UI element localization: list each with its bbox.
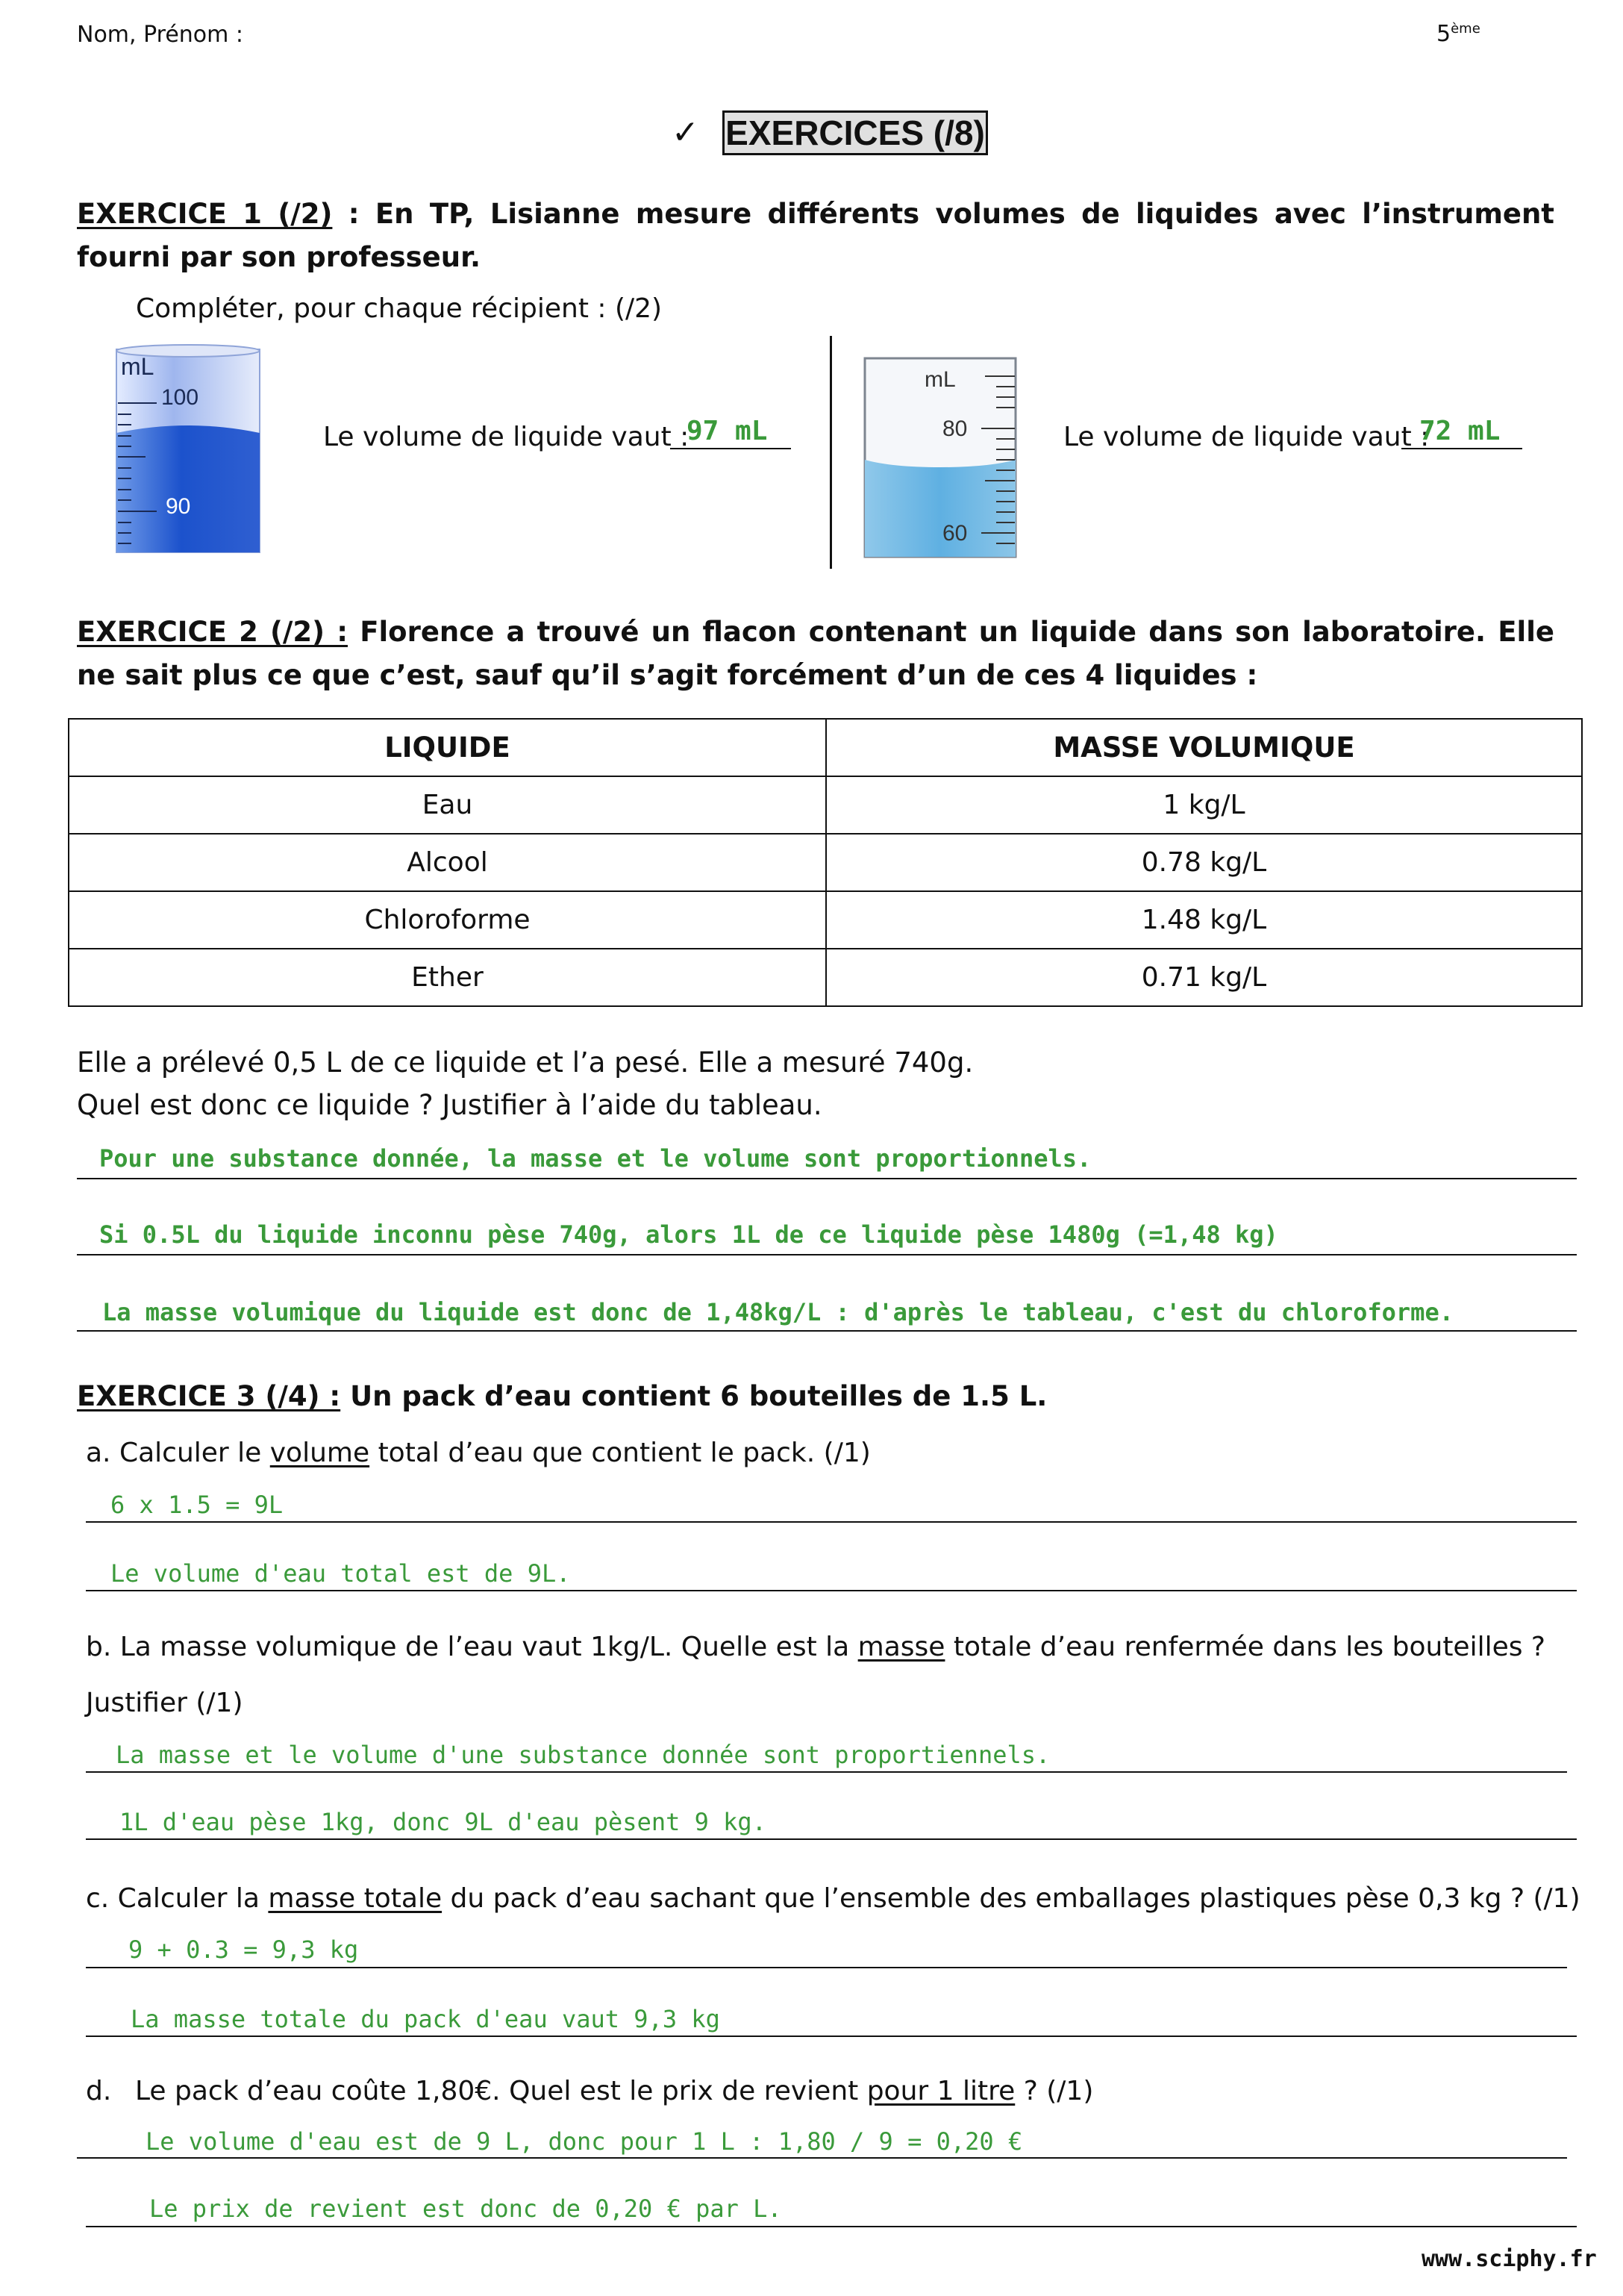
q-b-key: masse [857, 1632, 945, 1662]
table-header: MASSE VOLUMIQUE [826, 719, 1582, 776]
table-row [69, 891, 1582, 949]
ex1-statement [77, 193, 1554, 279]
answer-line [86, 1521, 1577, 1523]
page-title: EXERCICES (/8) [722, 110, 988, 155]
ex2-heading: EXERCICE 2 (/2) : [77, 616, 348, 648]
ex2-text-1: Elle a prélevé 0,5 L de ce liquide et l’a pesé. Elle a mesuré 740g. [77, 1046, 974, 1079]
ex3-a-answer-2: Le volume d'eau total est de 9L. [110, 1559, 571, 1588]
q-a-post: total d’eau que contient le pack. (/1) [369, 1438, 871, 1468]
beaker-1-tick-top: 100 [161, 385, 199, 410]
beaker-2-tick-bottom: 60 [942, 521, 968, 546]
ex1-body: En TP, Lisianne mesure différents volumes de liquides avec l’instrument fourni par son professeur. [77, 198, 1554, 273]
liquids-table [68, 718, 1583, 1007]
ex1-heading: EXERCICE 1 (/2) [77, 198, 333, 230]
beaker-2-unit: mL [925, 367, 956, 392]
q-b-post: totale d’eau renfermée dans les bouteilles ? [945, 1632, 1546, 1662]
ex1-answer-2-line [1401, 448, 1522, 449]
ex2-text-2: Quel est donc ce liquide ? Justifier à l’aide du tableau. [77, 1089, 822, 1121]
answer-line [86, 1838, 1577, 1840]
answer-line [77, 1254, 1577, 1255]
beaker-1-illustration [112, 343, 265, 554]
answer-line [86, 1590, 1577, 1591]
ex2-answer-2: Si 0.5L du liquide inconnu pèse 740g, alors 1L de ce liquide pèse 1480g (=1,48 kg) [99, 1220, 1278, 1249]
ex3-statement [77, 1382, 1047, 1410]
table-row [69, 776, 1582, 834]
q-d-letter: d. [86, 2076, 112, 2106]
answer-line [77, 1330, 1577, 1332]
check-icon: ✓ [672, 113, 699, 152]
table-cell: Chloroforme [69, 891, 826, 949]
class-level [1436, 22, 1480, 46]
table-cell: 1 kg/L [826, 776, 1582, 834]
q-c-key: masse totale [268, 1883, 443, 1914]
beaker-1-tick-bottom: 90 [166, 494, 191, 519]
answer-line [86, 1771, 1567, 1773]
ex2-body: Florence a trouvé un flacon contenant un liquide dans son laboratoire. Elle ne sait plus ce que c’est, sauf qu’il s’agit forcément d’un de ces 4 liquides : [77, 616, 1554, 691]
ex3-body: Un pack d’eau contient 6 bouteilles de 1.5 L. [350, 1380, 1048, 1412]
table-cell: 0.71 kg/L [826, 949, 1582, 1006]
table-cell: 1.48 kg/L [826, 891, 1582, 949]
beaker-2-illustration [862, 357, 1019, 560]
ex3-c-answer-1: 9 + 0.3 = 9,3 kg [128, 1935, 359, 1964]
name-label: Nom, Prénom : [77, 22, 244, 48]
q-d-pre: Le pack d’eau coûte 1,80€. Quel est le prix de revient [135, 2076, 867, 2106]
ex1-answer-2: 72 mL [1419, 416, 1501, 446]
answer-line [86, 2226, 1577, 2227]
ex2-statement [77, 611, 1554, 697]
ex3-question-a [86, 1440, 871, 1467]
q-c-pre: c. Calculer la [86, 1883, 269, 1914]
ex1-label-1: Le volume de liquide vaut : [323, 422, 689, 452]
ex2-answer-1: Pour une substance donnée, la masse et le volume sont proportionnels. [99, 1144, 1092, 1173]
footer-site[interactable]: www.sciphy.fr [1422, 2246, 1597, 2272]
ex3-question-d [86, 2078, 1093, 2105]
ex3-b-answer-1: La masse et le volume d'une substance donnée sont proportiennels. [116, 1741, 1051, 1769]
ex1-instruction: Compléter, pour chaque récipient : (/2) [136, 293, 663, 324]
table-cell: Ether [69, 949, 826, 1006]
ex1-answer-1-line [670, 448, 791, 449]
table-row [69, 949, 1582, 1006]
q-b-pre: b. La masse volumique de l’eau vaut 1kg/L. Quelle est la [86, 1632, 858, 1662]
ex2-answer-3: La masse volumique du liquide est donc de 1,48kg/L : d'après le tableau, c'est du chloroforme. [102, 1298, 1454, 1326]
ex1-label-2: Le volume de liquide vaut : [1063, 422, 1430, 452]
table-cell: Alcool [69, 834, 826, 891]
table-header: LIQUIDE [69, 719, 826, 776]
ex3-question-c [86, 1885, 1580, 1912]
beaker-1-unit: mL [121, 353, 154, 380]
answer-line [77, 2157, 1567, 2159]
ex3-a-answer-1: 6 x 1.5 = 9L [110, 1491, 284, 1519]
q-a-key: volume [269, 1438, 370, 1468]
ex3-question-b-line2: Justifier (/1) [86, 1688, 243, 1718]
ex1-divider [830, 336, 832, 569]
class-level-number: 5 [1436, 21, 1451, 47]
ex3-d-answer-1: Le volume d'eau est de 9 L, donc pour 1 L : 1,80 / 9 = 0,20 € [146, 2127, 1023, 2156]
ex3-d-answer-2: Le prix de revient est donc de 0,20 € par L. [149, 2194, 782, 2223]
q-c-post: du pack d’eau sachant que l’ensemble des emballages plastiques pèse 0,3 kg ? (/1) [442, 1883, 1580, 1914]
answer-line [77, 1178, 1577, 1179]
ex1-sep: : [332, 198, 375, 230]
beaker-2-tick-top: 80 [942, 417, 968, 441]
table-cell: 0.78 kg/L [826, 834, 1582, 891]
table-row [69, 834, 1582, 891]
answer-line [86, 2035, 1577, 2037]
ex3-c-answer-2: La masse totale du pack d'eau vaut 9,3 kg [131, 2005, 720, 2033]
q-a-pre: a. Calculer le [86, 1438, 270, 1468]
table-cell: Eau [69, 776, 826, 834]
class-level-sup: ème [1451, 21, 1480, 37]
answer-line [86, 1967, 1567, 1968]
q-d-post: ? (/1) [1015, 2076, 1094, 2106]
ex1-answer-1: 97 mL [687, 416, 768, 446]
q-d-key: pour 1 litre [866, 2076, 1016, 2106]
ex3-b-answer-2: 1L d'eau pèse 1kg, donc 9L d'eau pèsent 9 kg. [119, 1808, 766, 1836]
ex3-heading: EXERCICE 3 (/4) : [77, 1380, 341, 1412]
ex3-question-b [86, 1634, 1545, 1661]
table-header-row [69, 719, 1582, 776]
